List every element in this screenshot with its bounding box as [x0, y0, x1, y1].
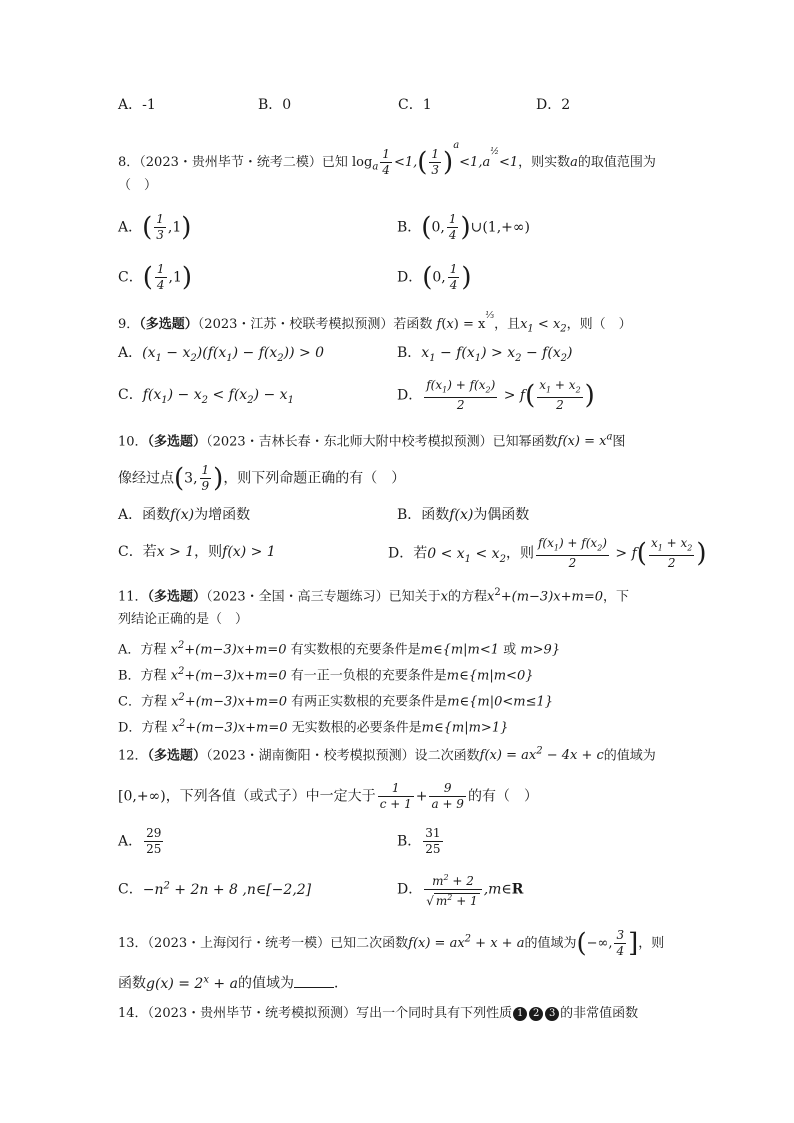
q7-option-c: C．1 [398, 97, 432, 113]
q11-option-c: C．方程 $x^2+(m-3)x+m=0$ 有两正实数根的充要条件是m∈{m|0<m≤1} [118, 692, 554, 710]
q10-option-a: A．函数f(x)为增函数 [118, 507, 251, 523]
q8-option-b: B．(0, $\frac{1}{4}$ )∪(1,+∞) [397, 212, 531, 243]
q8-stem: 8．（2023・贵州毕节・统考二模）已知 $\log_a$ $\frac{1}{4}$ <1,( $\frac{1}{3}$ )$^a<1,a^{\frac{1}{2}}<1$，则实数a的取值范围为 [118, 140, 656, 178]
q12-stem: 12．（多选题）（2023・湖南衡阳・校考模拟预测）设二次函数$f(x) = ax^2 - 4x + c$的值域为 [118, 746, 656, 764]
circled-number-3: 3 [545, 1007, 559, 1021]
q10-option-b: B．函数f(x)为偶函数 [397, 507, 530, 523]
q11-stem-line2: 列结论正确的是（ ） [118, 612, 249, 627]
q9-stem: 9．（多选题）（2023・江苏・校联考模拟预测）若函数 $f(x) = x^{\frac{1}{3}}$，且$x_1 < x_2$，则（ ） [118, 311, 632, 335]
q8-paren: （ ） [118, 178, 158, 193]
q10-option-c: C．若x > 1，则f(x) > 1 [118, 544, 276, 560]
q11-stem: 11．（多选题）（2023・全国・高三专题练习）已知关于x的方程$x^2+(m-3)x+m=0$，下 [118, 587, 629, 605]
q7-option-d: D．2 [536, 97, 571, 113]
q11-option-b: B．方程 $x^2+(m-3)x+m=0$ 有一正一负根的充要条件是m∈{m|m<0} [118, 666, 534, 684]
q8-option-c: C．( $\frac{1}{4}$ ,1) [118, 262, 193, 293]
q12-stem-line2: [0,+∞)，下列各值（或式子）中一定大于 $\frac{1}{c + 1}$ + $\frac{9}{a + 9}$ 的有（ ） [118, 781, 538, 811]
q12-option-b: B． $\frac{31}{25}$ [397, 826, 441, 856]
q11-option-d: D．方程 $x^2+(m-3)x+m=0$ 无实数根的必要条件是m∈{m|m>1} [118, 718, 509, 736]
q9-option-d: D． $\frac{f(x_1) + f(x_2)}{2}$ > f( $\frac{x_1 + x_2}{2}$ ) [397, 378, 595, 413]
q8-option-d: D．(0, $\frac{1}{4}$ ) [397, 262, 472, 293]
q9-option-c: C．$f(x_1) - x_2 < f(x_2) - x_1$ [118, 387, 294, 406]
q13-answer-blank[interactable] [294, 975, 334, 988]
q10-stem-line2: 像经过点(3, $\frac{1}{9}$ )，则下列命题正确的有（ ） [118, 463, 406, 494]
q8-option-a: A．( $\frac{1}{3}$ ,1) [118, 212, 192, 243]
q7-option-b: B．0 [258, 97, 292, 113]
q10-option-d: D．若$0 < x_1 < x_2$，则 $\frac{f(x_1) + f(x_2)}{2}$ > f( $\frac{x_1 + x_2}{2}$ ) [388, 536, 707, 571]
q13-stem: 13．（2023・上海闵行・统考一模）已知二次函数$f(x) = ax^2 + x + a$的值域为(−∞, $\frac{3}{4}$ ]，则 [118, 928, 665, 959]
q14-stem: 14．（2023・贵州毕节・统考模拟预测）写出一个同时具有下列性质 1 2 3 的非常值函数 [118, 1006, 639, 1021]
q10-stem: 10．（多选题）（2023・吉林长春・东北师大附中校考模拟预测）已知幂函数$f(x) = x^a$图 [118, 432, 626, 450]
q11-option-a: A．方程 $x^2+(m-3)x+m=0$ 有实数根的充要条件是m∈{m|m<1 或 m>9} [118, 640, 561, 658]
q13-stem-line2: 函数$g(x) = 2^x + a$的值域为 ． [118, 974, 348, 992]
q12-option-c: C．$-n^2 + 2n + 8$ ,n∈[−2,2] [118, 880, 312, 898]
circled-number-1: 1 [513, 1007, 527, 1021]
q9-option-a: A．$(x_1 - x_2)(f(x_1) - f(x_2)) > 0$ [118, 345, 325, 364]
circled-number-2: 2 [529, 1007, 543, 1021]
q12-option-a: A． $\frac{29}{25}$ [118, 826, 162, 856]
q7-option-a: A．-1 [118, 97, 156, 113]
q12-option-d: D． $\frac{m^2 + 2}{√ m^2 + 1}$ ,m∈R [397, 870, 523, 909]
q9-option-b: B．$x_1 - f(x_1) > x_2 - f(x_2)$ [397, 345, 573, 364]
